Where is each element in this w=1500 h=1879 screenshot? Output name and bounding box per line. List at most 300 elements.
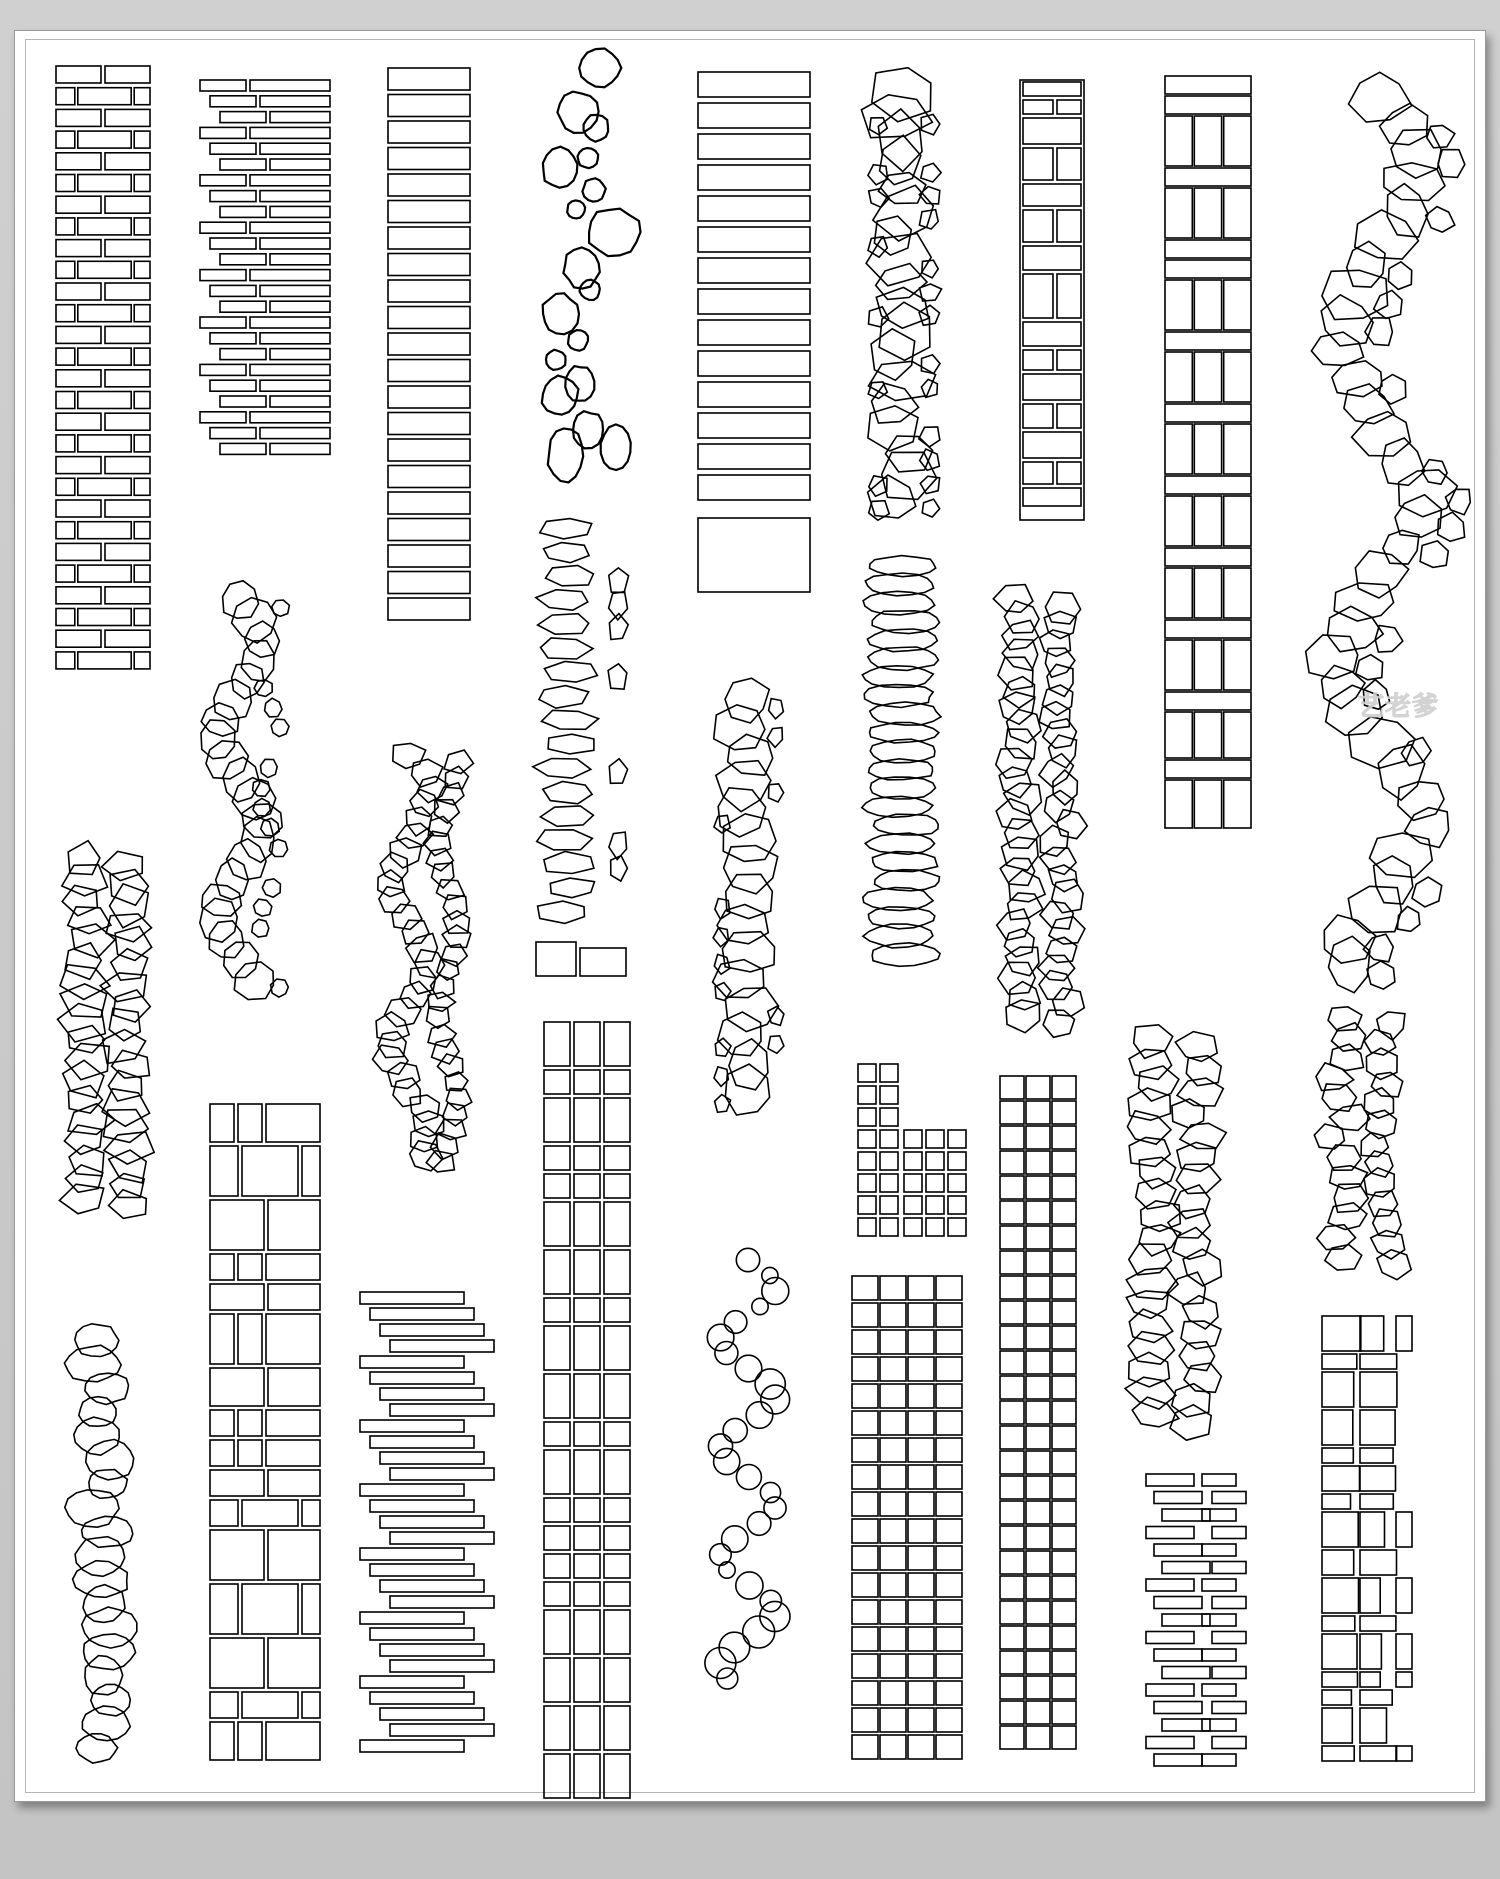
flagstone [886,436,933,472]
paver-block [852,1384,878,1408]
flagstone [1438,512,1465,541]
paver-block [1052,1426,1076,1449]
paver-block [105,153,150,170]
flagstone [1139,1066,1179,1101]
paver-block [1020,80,1084,520]
flagstone [718,1012,761,1056]
paver-block [260,333,330,344]
paver-block [604,1298,630,1322]
paver-block [1360,1466,1396,1491]
flagstone [68,841,100,875]
paver-block [1165,424,1192,474]
paver-block [1026,1676,1050,1699]
flagstone [426,848,453,871]
paver-block [210,1470,264,1496]
paver-block [852,1735,878,1759]
paver-block [1194,640,1221,690]
paver-block [1322,1512,1358,1547]
paver-block [936,1411,962,1435]
flagstone [1329,936,1370,992]
flagstone [1183,1296,1219,1329]
paver-block [1000,1176,1024,1199]
paver-block [852,1465,878,1489]
flagstone [1352,412,1411,456]
flagstone [922,499,940,517]
paver-block [56,218,75,235]
flagstone [1179,1342,1214,1371]
paver-block [302,1146,320,1196]
paver-block [134,348,150,365]
paver-block [574,1098,600,1142]
paver-block [360,1356,464,1368]
paver-block [210,143,256,154]
paver-block [56,543,101,560]
paver-block [380,1708,484,1720]
flagstone [108,1070,141,1101]
round-stone [736,1465,761,1490]
paver-block [1023,488,1081,506]
paver-block [852,1492,878,1516]
paver-block [270,112,330,123]
paver-block [698,413,810,438]
paver-block [1000,1251,1024,1274]
paver-block [908,1465,934,1489]
paver-block [105,500,150,517]
paver-block [134,261,150,278]
flagstone [232,598,277,644]
flagstone [68,1104,115,1135]
paver-block [380,1644,484,1656]
paver-block [948,1152,966,1170]
paver-block [1026,1276,1050,1299]
paver-block [56,305,75,322]
paver-block [302,1500,320,1526]
paver-block [1000,1451,1024,1474]
flagstone [921,114,940,134]
paver-block [698,103,810,128]
flagstone [1057,810,1088,839]
paver-block [200,270,246,281]
paver-block [1212,1632,1246,1644]
paver-block [1026,1426,1050,1449]
paver-block [1023,274,1053,318]
paver-block [908,1627,934,1651]
flagstone [1038,955,1075,980]
paver-block [936,1519,962,1543]
paver-block [1052,1476,1076,1499]
flagstone [271,719,289,736]
paver-block [574,1582,600,1606]
paver-block [880,1519,906,1543]
paver-block [936,1276,962,1300]
paver-block [1165,188,1192,238]
flagstone [589,209,640,256]
offset-plank-stack [360,1292,494,1752]
paver-block [1023,118,1081,144]
paver-block [1052,1301,1076,1324]
paver-block [1165,712,1192,758]
paver-block [544,1554,570,1578]
paver-block [1165,692,1251,710]
paver-block [78,131,131,148]
paver-block [390,1340,494,1352]
flagstone [1044,611,1076,638]
paver-block [1322,1690,1351,1705]
paver-block [858,1108,876,1126]
flagstone [224,942,259,977]
paver-block [574,1202,600,1246]
flagstone [411,1127,438,1152]
paver-block [936,1546,962,1570]
paver-block [1052,1676,1076,1699]
flagstone [870,702,941,725]
paver-block [1396,1512,1412,1547]
paver-block [1212,1737,1246,1749]
flagstone [1348,886,1401,932]
flagstone [82,1516,133,1547]
paver-block [1026,1251,1050,1274]
paver-block [1202,1754,1236,1766]
paver-block [1224,640,1251,690]
paver-block [1026,1551,1050,1574]
paver-block [698,72,810,97]
paver-block [1224,496,1251,546]
paver-block [574,1374,600,1418]
paver-block [1000,1301,1024,1324]
paver-block [1165,332,1251,350]
paver-block [1023,82,1081,96]
paver-block [270,349,330,360]
round-stone-cluster [200,581,290,1000]
paver-block [544,1070,570,1094]
flagstone [998,962,1035,994]
paver-block [78,392,131,409]
flagstone [543,293,579,334]
paver-block [210,1254,234,1280]
paver-block [1057,404,1081,428]
paver-block [1000,1526,1024,1549]
paver-block [105,413,150,430]
flagstone [1334,583,1393,621]
paver-block [1057,350,1081,370]
flagstone [65,943,101,980]
flagstone [868,361,935,400]
paver-block [388,121,470,143]
paver-block [574,1450,600,1494]
paver-block [574,1658,600,1702]
paver-block [1322,1448,1353,1463]
paver-block [1052,1501,1076,1524]
paver-block [56,326,101,343]
paver-block [574,1022,600,1066]
paver-block [604,1174,630,1198]
flagstone [1184,1363,1221,1392]
paver-block [880,1276,906,1300]
paver-block [574,1422,600,1446]
flagstone [110,884,149,928]
paver-block [360,1484,464,1496]
paver-block [56,261,75,278]
paver-block [604,1526,630,1550]
paver-block [105,240,150,257]
paver-block [852,1519,878,1543]
paver-block [360,1292,464,1304]
paver-block [390,1660,494,1672]
paver-block [250,412,330,423]
scattered-flagstones [373,743,474,1172]
paver-block [604,1098,630,1142]
round-stone [736,1572,763,1599]
paver-block [1165,620,1251,638]
paver-block [936,1357,962,1381]
paver-block [858,1218,876,1236]
flagstone [412,759,443,787]
paver-block [380,1324,484,1336]
flagstone [921,163,941,182]
paver-block [1162,1667,1210,1679]
paver-block [880,1546,906,1570]
flagstone [541,638,594,659]
flagstone [609,759,627,784]
paver-block [1165,96,1251,114]
paver-block [1322,1616,1355,1631]
paver-block [1202,1719,1236,1731]
paver-block [1023,462,1053,484]
paver-block [1023,374,1081,400]
flagstone [769,784,784,802]
paver-block [78,261,131,278]
flagstone [872,68,931,122]
flagstone [76,1734,118,1763]
paver-block [105,457,150,474]
flagstone [1139,1157,1175,1189]
random-rectangle-ashlar [1322,1316,1412,1761]
paver-block [544,1422,570,1446]
flagstone [540,806,593,826]
flagstone [261,759,278,777]
paver-block [1052,1551,1076,1574]
paver-block [1146,1474,1194,1486]
paver-block [604,1070,630,1094]
round-stone [760,1482,780,1502]
paver-block [270,301,330,312]
flagstone [1048,865,1077,892]
paver-block [1202,1544,1236,1556]
paver-block [544,1326,570,1370]
paver-block [908,1276,934,1300]
flagstone [548,734,594,754]
flagstone [550,878,594,898]
flagstone [393,743,426,768]
paver-block [380,1516,484,1528]
rough-edge-slabs [388,68,470,620]
pebble-stepping-stones [542,49,641,483]
flagstone [62,865,108,896]
flagstone [1349,72,1412,122]
paver-block [1322,1746,1354,1761]
paver-block [1000,1326,1024,1349]
paver-block [926,1152,944,1170]
flagstone [542,376,579,415]
paver-block [1023,404,1053,428]
paver-block [388,386,470,408]
paver-block [370,1628,474,1640]
paver-block [200,412,246,423]
paver-block [210,96,256,107]
flagstone [254,899,272,916]
flagstone [578,148,599,168]
paver-block [544,1706,570,1750]
flagstone [874,814,939,835]
flagstone [768,1036,784,1054]
paver-block [134,652,150,669]
paver-block [880,1357,906,1381]
flagstone [998,657,1033,690]
flagstone [1398,782,1444,821]
flagstone [265,698,282,717]
paver-block [1322,1578,1359,1613]
paver-block [880,1735,906,1759]
paver-block [1224,188,1251,238]
paver-block [880,1492,906,1516]
paver-block [56,196,101,213]
paver-block [1146,1527,1194,1539]
paver-block [908,1546,934,1570]
paver-block [852,1357,878,1381]
paver-block [210,1200,264,1250]
paver-block [1146,1632,1194,1644]
paver-block [220,112,266,123]
paver-block [1322,1410,1353,1445]
paver-block [1360,1354,1397,1369]
flagstone [1136,1178,1176,1209]
flagstone [1039,754,1074,788]
paver-block [56,109,101,126]
flagstone [580,280,600,300]
paver-block [210,1692,238,1718]
paver-block [574,1526,600,1550]
flagstone [1330,1166,1368,1189]
paver-block [544,1374,570,1418]
paver-block [1000,1726,1024,1749]
paver-block [260,238,330,249]
paver-block [370,1564,474,1576]
paver-block [1165,568,1192,618]
paver-block [1360,1550,1397,1575]
paver-block [904,1196,922,1214]
flagstone [1355,551,1408,598]
paver-block [238,1314,262,1364]
paver-block [220,443,266,454]
paver-block [880,1196,898,1214]
flagstone [878,109,922,172]
cobble-cluster [993,585,1087,1038]
paver-block [210,1284,264,1310]
flagstone [919,427,940,447]
flagstone [406,934,438,963]
paver-block [544,1582,570,1606]
flagstone [58,1004,106,1043]
paver-block [1162,1719,1210,1731]
flagstone [1311,332,1363,365]
paver-block [1026,1601,1050,1624]
paver-block [78,609,131,626]
paver-block [78,218,131,235]
round-stone [708,1434,732,1458]
paver-block [266,1314,320,1364]
paver-block [1165,780,1192,828]
paver-block [926,1196,944,1214]
paver-block [1360,1578,1380,1613]
paver-block [1023,148,1053,180]
paver-block [1026,1301,1050,1324]
paver-block [880,1681,906,1705]
flagstone [379,887,410,913]
paver-block [880,1152,898,1170]
mixed-small-brick [858,1064,966,1236]
paver-block [388,201,470,223]
paver-block [1224,352,1251,402]
paver-block [1194,568,1221,618]
paver-block [1026,1376,1050,1399]
paver-block [880,1573,906,1597]
paver-block [388,227,470,249]
flagstone [406,807,431,836]
flagstone [234,962,273,1000]
paver-block [78,478,131,495]
paver-block [698,258,810,283]
paver-block [574,1554,600,1578]
paver-block [1000,1151,1024,1174]
paver-block [1162,1614,1210,1626]
paver-block [948,1130,966,1148]
paver-block [574,1706,600,1750]
paver-block [1224,780,1251,828]
paver-block [1396,1634,1412,1669]
flagstone [723,814,776,862]
flagstone [538,614,589,635]
flagstone [726,874,773,918]
paver-block [388,598,470,620]
paver-block [250,364,330,375]
flagstone [1040,630,1071,656]
paver-block [388,545,470,567]
paver-block [1023,184,1081,206]
paver-block [1224,712,1251,758]
paver-block [1322,1354,1357,1369]
flagstone [262,879,280,897]
flagstone [1412,877,1442,907]
round-stone [747,1512,771,1536]
paver-block [390,1724,494,1736]
paver-block [1023,210,1053,242]
paver-block [1000,1551,1024,1574]
flagstone [1426,207,1455,233]
flagstone [444,750,473,774]
paver-block [242,1692,298,1718]
paver-block [604,1250,630,1294]
paver-block [1154,1544,1202,1556]
paver-block [210,1500,238,1526]
paver-block [1165,240,1251,258]
paver-block [134,435,150,452]
flagstone [543,782,592,804]
paver-block [380,1452,484,1464]
paver-block [56,283,101,300]
paver-block [220,254,266,265]
paver-block [238,1410,262,1436]
paver-block [604,1706,630,1750]
